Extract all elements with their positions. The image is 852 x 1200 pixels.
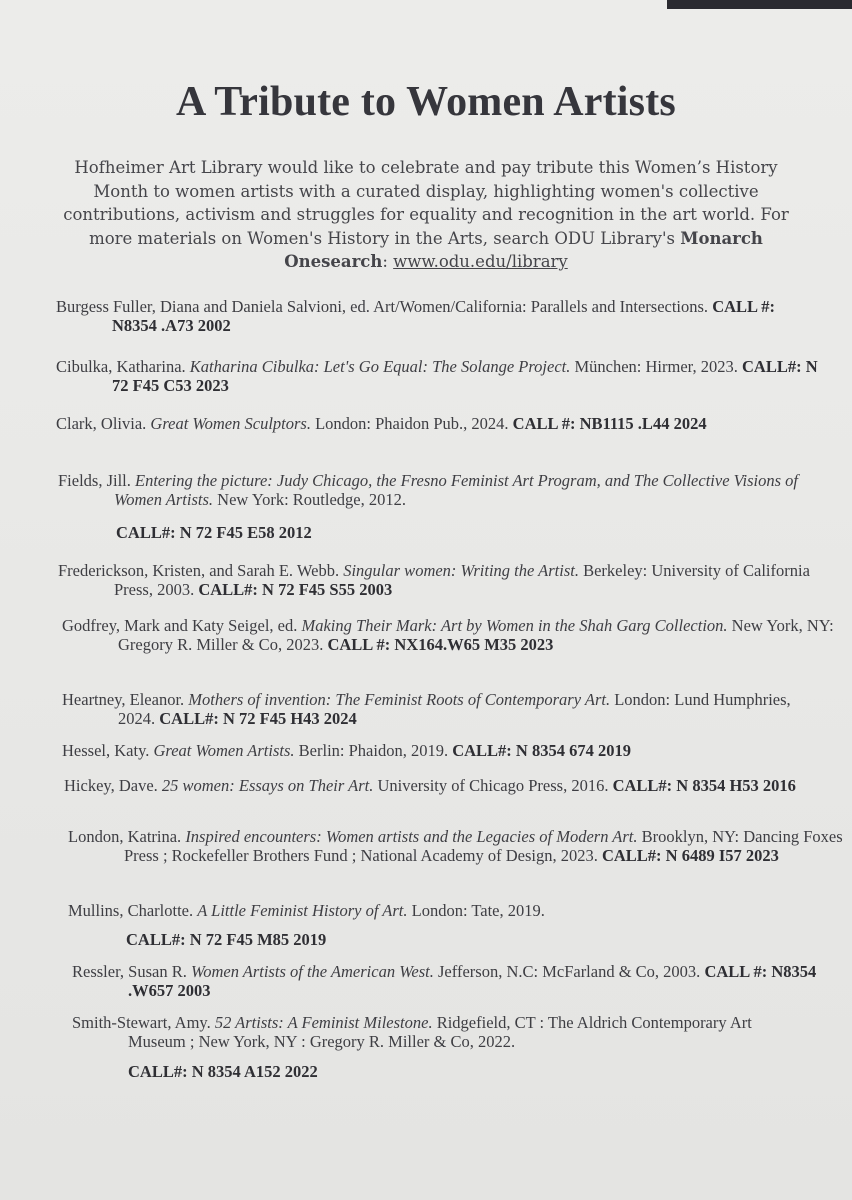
citation-entry [62,741,848,760]
page-title: A Tribute to Women Artists [176,79,676,125]
entry-publication: München: Hirmer, 2023. [570,357,742,376]
entry-publication: London: Lund Humphries, 2024. [118,690,791,728]
citation-entry [62,690,828,728]
entry-author: Mullins, Charlotte. [68,901,198,920]
citation-entry [56,414,846,433]
entry-call-number: CALL#: N 72 F45 H43 2024 [159,709,357,728]
entry-call-number: CALL #: NX164.W65 M35 2023 [327,635,554,654]
entry-author: Clark, Olivia. [56,414,151,433]
entry-author: Godfrey, Mark and Katy Seigel, ed. [62,616,302,635]
entry-title: Great Women Artists. [153,741,295,760]
entry-title: Inspired encounters: Women artists and the Legacies of Modern Art. [185,827,638,846]
citation-entry [68,901,824,920]
entry-publication: London: Phaidon Pub., 2024. [310,414,513,433]
entry-call-number: CALL #: N8354 .W657 2003 [128,962,817,1000]
entry-author: Hickey, Dave. [64,776,162,795]
entry-title: 25 women: Essays on Their Art. [161,776,374,795]
citation-entry [58,561,826,599]
smith-stewart-call-number: CALL#: N 8354 A152 2022 [128,1062,318,1081]
entry-publication: Ridgefield, CT : The Aldrich Contemporary Art Museum ; New York, NY : Gregory R. Miller & Co, 2022. [128,1013,752,1051]
intro-text: Hofheimer Art Library would like to celebrate and pay tribute this Women’s History Month to women artists with a curated display, highlighting women's collective contributions, activism and struggles for equality and recognition in the art world. For more materials on Women's History in the Arts, search ODU Library's [63,158,789,248]
entry-publication: London: Tate, 2019. [407,901,545,920]
entry-title: Katharina Cibulka: Let's Go Equal: The Solange Project. [189,357,571,376]
entry-author: Cibulka, Katharina. [56,357,190,376]
entry-publication: Art/Women/California: Parallels and Intersections. [373,297,713,316]
monarch-onesearch: Monarch Onesearch [284,228,763,271]
mullins-call-number: CALL#: N 72 F45 M85 2019 [126,930,327,949]
intro-paragraph [50,156,802,274]
entry-title: Making Their Mark: Art by Women in the Shah Garg Collection. [301,616,728,635]
entry-call-number: CALL #: N8354 .A73 2002 [112,297,775,335]
entry-author: Heartney, Eleanor. [62,690,189,709]
entry-title: Singular women: Writing the Artist. [343,561,579,580]
entry-call-number: CALL#: N 72 F45 C53 2023 [112,357,818,395]
entry-author: Frederickson, Kristen, and Sarah E. Webb. [58,561,344,580]
citation-entry [56,297,792,335]
library-link[interactable]: www.odu.edu/library [393,252,568,271]
entry-author: Fields, Jill. [58,471,136,490]
entry-title: Entering the picture: Judy Chicago, the Fresno Feminist Art Program, and The Collective Visions of Women Artists. [114,471,798,509]
entry-call-number: CALL #: NB1115 .L44 2024 [512,414,707,433]
entry-publication: Berlin: Phaidon, 2019. [294,741,453,760]
entry-publication: Jefferson, N.C: McFarland & Co, 2003. [433,962,705,981]
entry-author: London, Katrina. [68,827,186,846]
dark-corner-strip [667,0,852,9]
entry-title: Great Women Sculptors. [150,414,311,433]
entry-title: Women Artists of the American West. [190,962,434,981]
citation-entry [56,357,832,395]
entry-publication: Brooklyn, NY: Dancing Foxes Press ; Rockefeller Brothers Fund ; National Academy of Design, 2023. [124,827,843,865]
citation-entry [64,776,836,795]
entry-author: Smith-Stewart, Amy. [72,1013,215,1032]
entry-author: Ressler, Susan R. [72,962,191,981]
entry-author: Hessel, Katy. [62,741,154,760]
entry-call-number: CALL#: N 6489 I57 2023 [601,846,779,865]
fields-call-number: CALL#: N 72 F45 E58 2012 [116,523,312,542]
citation-entry [72,1013,768,1051]
entry-publication: New York, NY: Gregory R. Miller & Co, 2023. [118,616,834,654]
entry-title: 52 Artists: A Feminist Milestone. [214,1013,433,1032]
citation-entry [62,616,848,654]
entry-publication: University of Chicago Press, 2016. [373,776,613,795]
entry-publication: Berkeley: University of California Press, 2003. [114,561,810,599]
citation-entry [68,827,852,865]
citation-entry [72,962,828,1000]
entry-publication: New York: Routledge, 2012. [213,490,406,509]
entry-call-number: CALL#: N 72 F45 S55 2003 [198,580,393,599]
entry-title: Mothers of invention: The Feminist Roots of Contemporary Art. [188,690,611,709]
entry-title: A Little Feminist History of Art. [197,901,408,920]
entry-call-number: CALL#: N 8354 674 2019 [452,741,631,760]
intro-separator: : [382,252,394,271]
entry-call-number: CALL#: N 8354 H53 2016 [612,776,796,795]
citation-entry [58,471,836,509]
entry-author: Burgess Fuller, Diana and Daniela Salvioni, ed. [56,297,374,316]
